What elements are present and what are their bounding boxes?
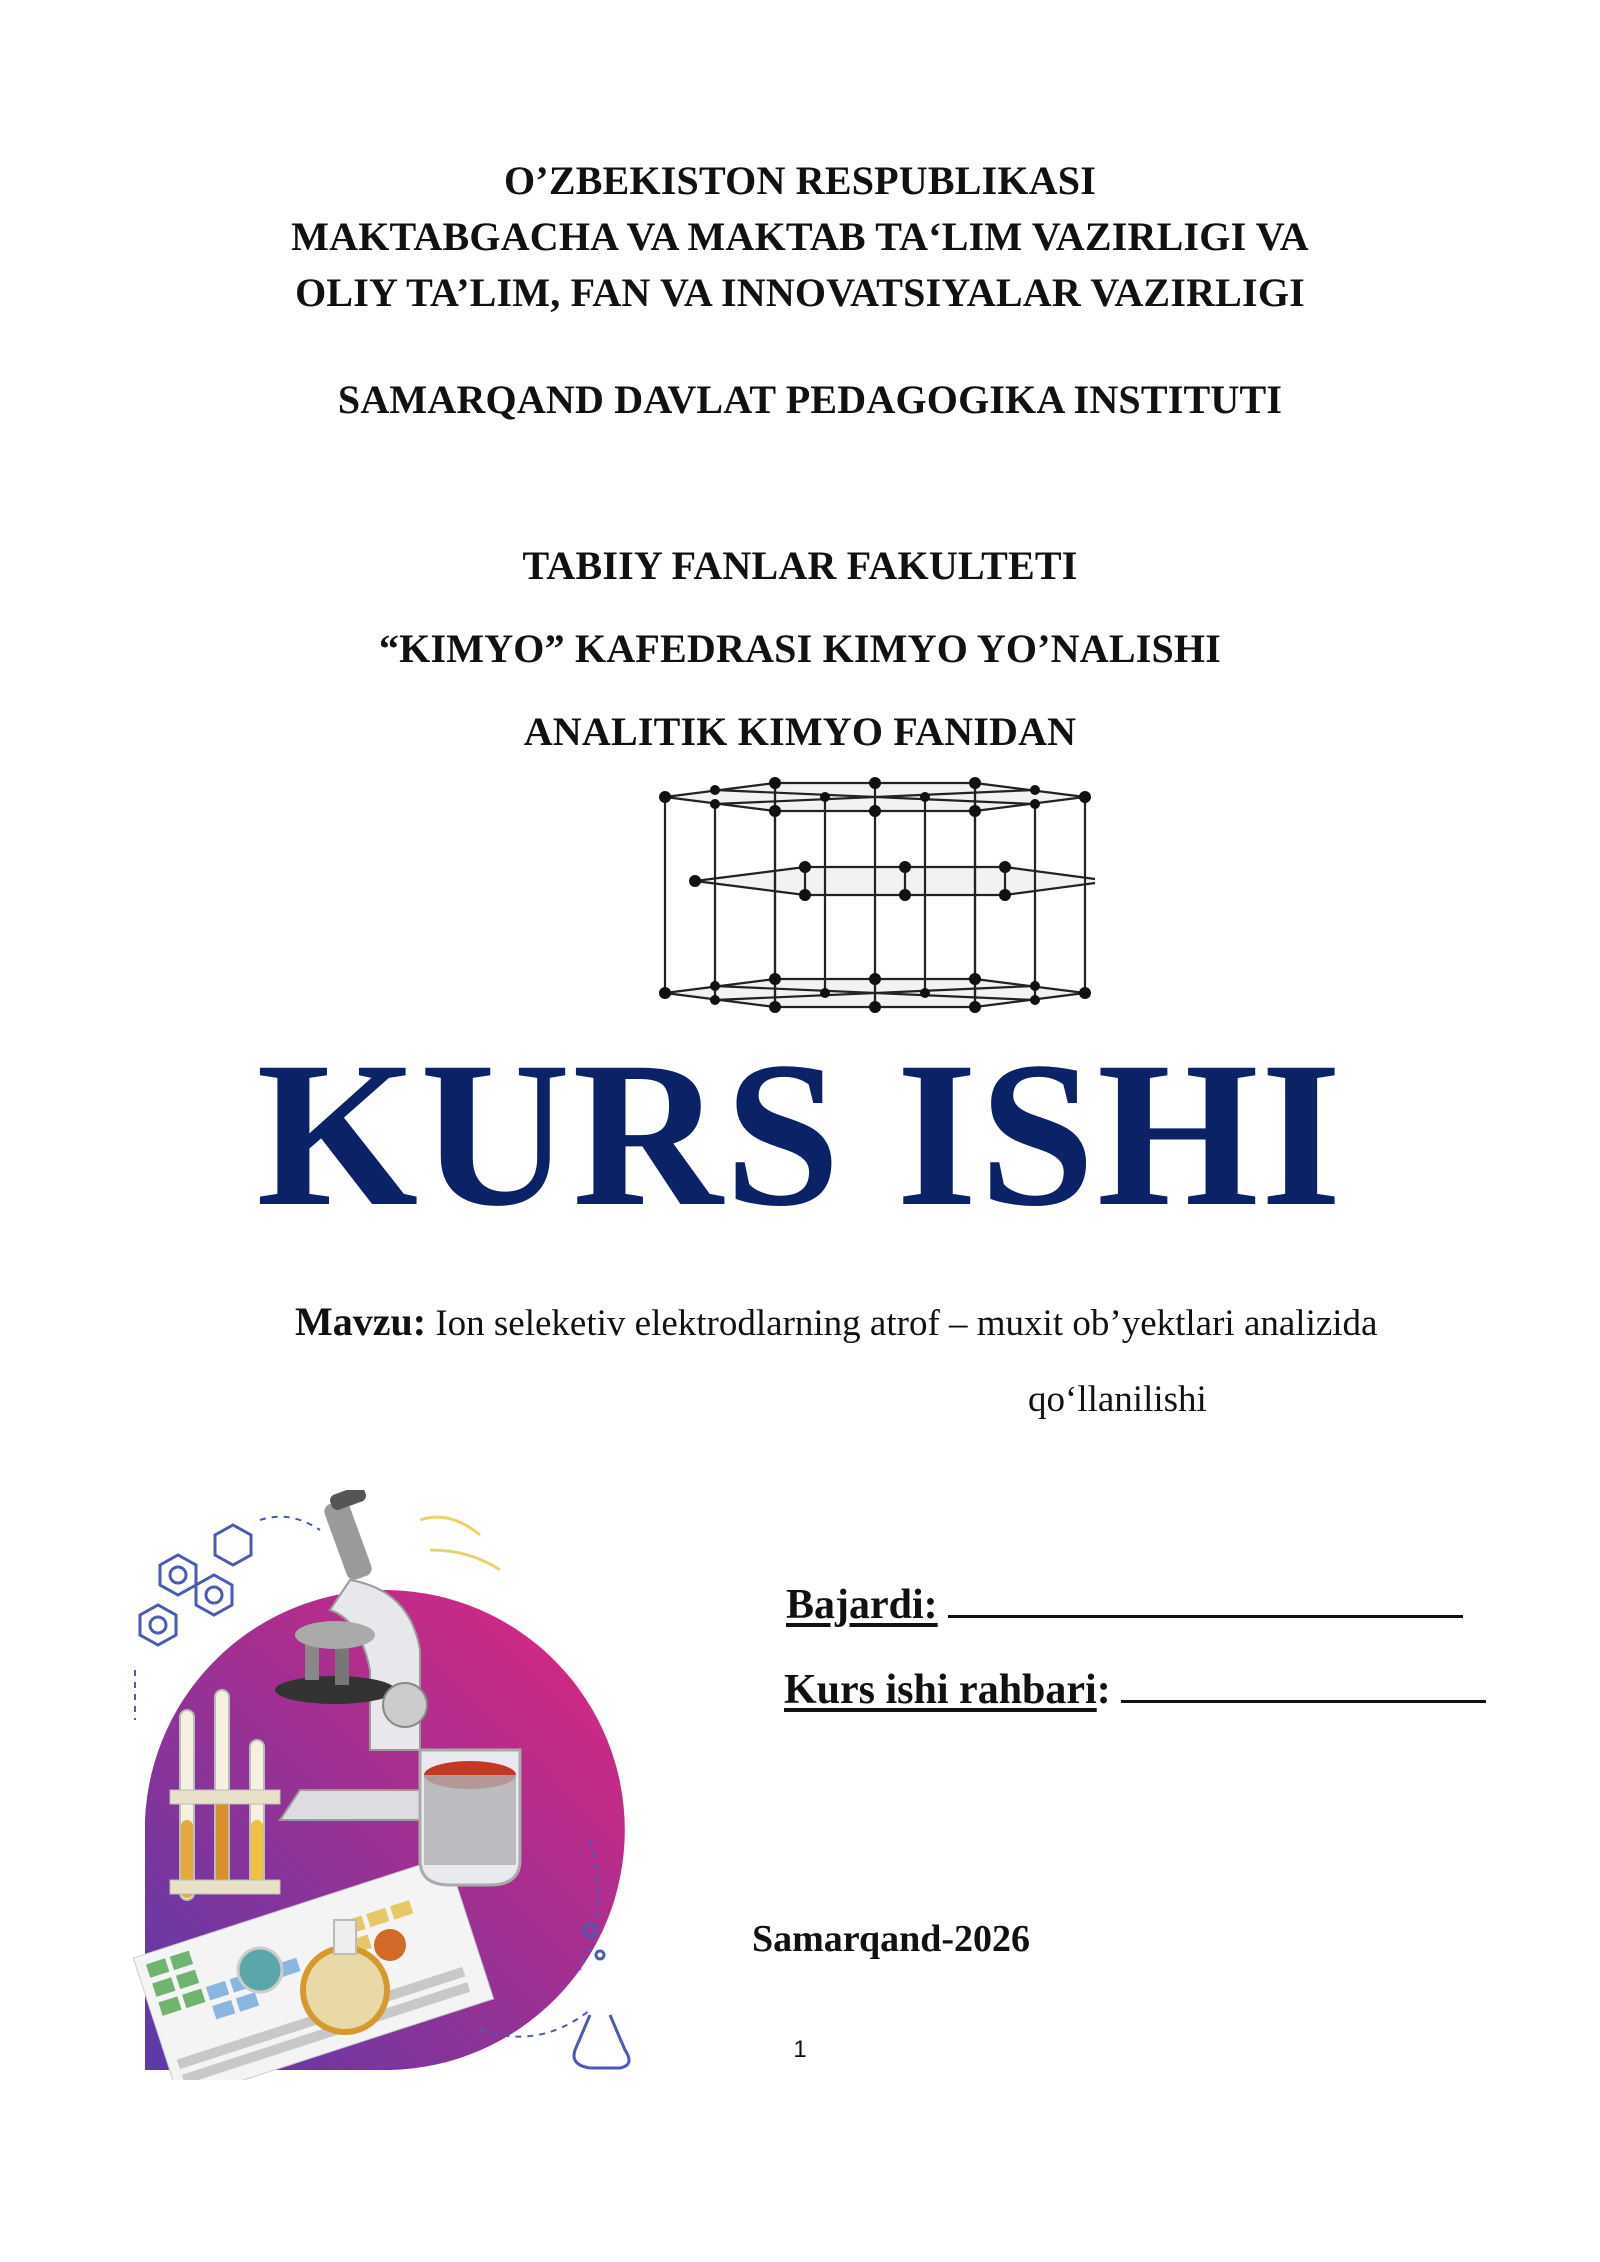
topic-label: Mavzu: [295,1299,427,1344]
subject-name: ANALITIK KIMYO FANIDAN [523,709,1077,754]
faculty-name: TABIIY FANLAR FAKULTETI [522,543,1078,588]
page-number: 1 [793,2036,807,2063]
institute-name: SAMARQAND DAVLAT PEDAGOGIKA INSTITUTI [337,377,1283,422]
supervisor-colon: : [1096,1667,1111,1713]
chemistry-lab-illustration [120,1490,650,2080]
performed-by-label: Bajardi: [786,1582,938,1628]
supervisor-row [784,1660,1486,1714]
header-line-1: O’ZBEKISTON RESPUBLIKASI [503,158,1097,203]
city-year: Samarqand-2026 [752,1918,1031,1960]
document-title: KURS ISHI [256,1019,1344,1249]
header-line-2: MAKTABGACHA VA MAKTAB TA‘LIM VAZIRLIGI VA [291,214,1309,259]
topic-text-2: qo‘llanilishi [1028,1379,1207,1420]
topic-text-1: Ion seleketiv elektrodlarning atrof – muxit ob’yektlari analizida [435,1303,1378,1344]
header-line-3: OLIY TA’LIM, FAN VA INNOVATSIYALAR VAZIRLIGI [295,270,1305,315]
department-name: “KIMYO” KAFEDRASI KIMYO YO’NALISHI [378,626,1222,671]
supervisor-field[interactable] [1121,1660,1486,1703]
supervisor-label: Kurs ishi rahbari [784,1667,1097,1713]
performed-by-field[interactable] [948,1575,1463,1618]
performed-by-row [786,1575,1463,1629]
topic-line-1 [295,1298,1377,1345]
crystal-lattice-illustration [655,775,1095,1025]
